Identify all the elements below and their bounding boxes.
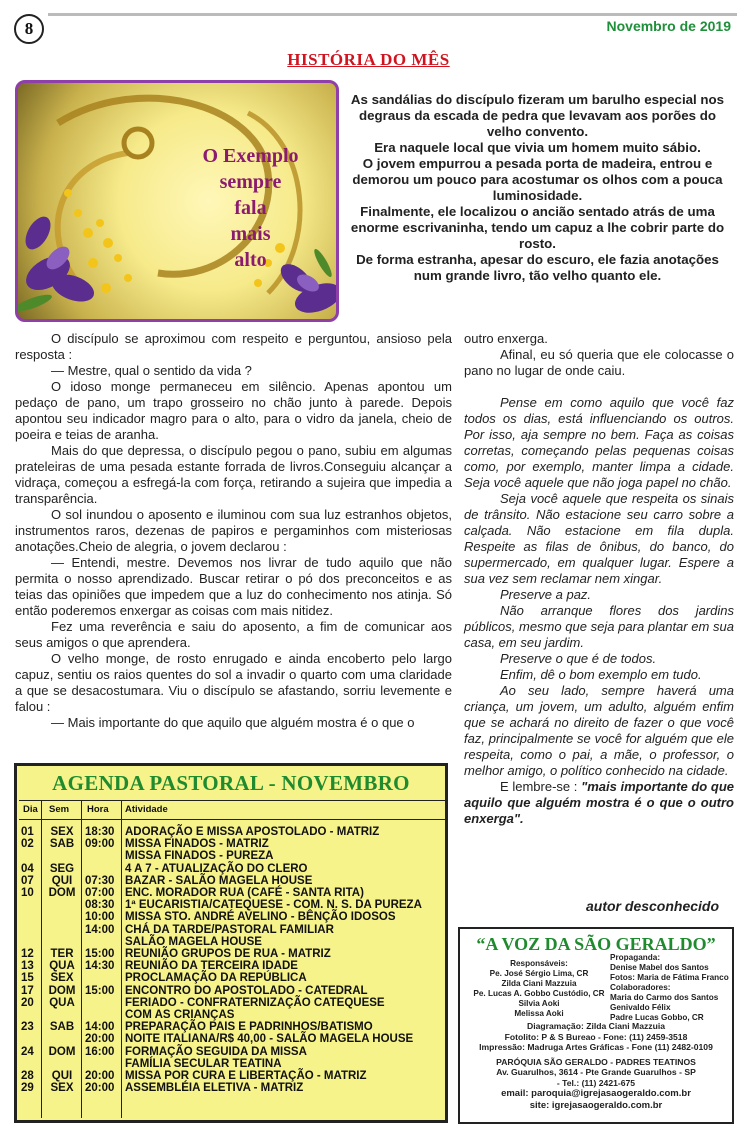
agenda-time: 08:30	[85, 899, 115, 912]
header-rule	[48, 13, 737, 16]
closing-paragraph	[464, 779, 734, 827]
agenda-weekday: DOM	[48, 984, 76, 997]
responsaveis-label: Responsáveis:	[510, 959, 568, 968]
story-continuation: outro enxerga.	[464, 331, 548, 346]
intro-paragraph: Finalmente, ele localizou o ancião sentado atrás de uma enorme escrivaninha, tendo um capuz a lhe cobrir parte do rosto.	[350, 204, 725, 251]
intro-paragraph: Era naquele local que vivia um homem muito sábio.	[374, 140, 701, 155]
agenda-row	[19, 1046, 445, 1058]
agenda-activity: ENCONTRO DO APOSTOLADO - CATEDRAL	[125, 984, 368, 997]
agenda-time: 09:00	[85, 838, 115, 851]
agenda-weekday: SEX	[50, 1082, 74, 1095]
responsaveis-block	[464, 959, 614, 1019]
feature-image	[15, 80, 339, 322]
colaborador: Padre Lucas Gobbo, CR	[610, 1013, 704, 1022]
agenda-activity: FERIADO - CONFRATERNIZAÇÃO CATEQUESE	[125, 996, 385, 1009]
agenda-time: 10:00	[85, 911, 115, 924]
responsavel: Silvia Aoki	[518, 999, 560, 1008]
agenda-weekday: DOM	[48, 887, 76, 899]
agenda-time: 20:00	[85, 1033, 115, 1046]
responsavel: Pe. Lucas A. Gobbo Custódio, CR	[473, 989, 605, 998]
page-number: 8	[14, 14, 44, 44]
parish-phone: - Tel.: (11) 2421-675	[556, 1077, 636, 1088]
agenda-day: 04	[21, 862, 34, 875]
agenda-activity: FAMÍLIA SECULAR TEATINA	[125, 1057, 282, 1070]
colaborador: Genivaldo Félix	[610, 1003, 671, 1012]
issue-date: Novembro de 2019	[606, 18, 731, 34]
agenda-row	[19, 826, 445, 838]
reflection-paragraph: Ao seu lado, sempre haverá uma criança, um jovem, um adulto, alguém enfim que se achará no direito de fazer o que você faz, principalmente se você for alguém que ele respeita, como o pai, a mãe, o professor, o melhor amigo, o político conhecido na cidade.	[464, 683, 734, 778]
agenda-time: 18:30	[85, 826, 115, 838]
header-atividade: Atividade	[125, 804, 168, 815]
agenda-activity: FORMAÇÃO SEGUIDA DA MISSA	[125, 1045, 307, 1058]
agenda-row	[19, 960, 445, 972]
agenda-day: 12	[21, 948, 34, 960]
agenda-activity: NOITE ITALIANA/R$ 40,00 - SALÃO MAGELA HOUSE	[125, 1033, 414, 1046]
agenda-time: 14:00	[85, 923, 115, 936]
agenda-row	[19, 899, 445, 911]
reflection-paragraph: Enfim, dê o bom exemplo em tudo.	[500, 667, 702, 682]
story-paragraph: O idoso monge permaneceu em silêncio. Apenas apontou um pedaço de pano, um trapo grosseiro no chão junto à parede. Depois apontou seu indicador magro para o alto, para o vidro da janela, cheio de poeira e teias de aranha.	[15, 379, 452, 442]
colaborador: Maria do Carmo dos Santos	[610, 993, 719, 1002]
agenda-day: 28	[21, 1070, 34, 1082]
site-link[interactable]: site: igrejasaogeraldo.com.br	[529, 1100, 663, 1111]
story-intro	[345, 92, 730, 284]
reflection-paragraph: Preserve o que é de todos.	[500, 651, 657, 666]
story-paragraph: — Mestre, qual o sentido da vida ?	[51, 363, 252, 378]
agenda-activity: MISSA FINADOS - MATRIZ	[125, 838, 269, 851]
agenda-day: 10	[21, 887, 34, 899]
responsavel: Zilda Ciani Mazzuia	[501, 979, 577, 988]
propaganda-label: Propaganda:	[610, 953, 661, 962]
reflection-paragraph: Seja você aquele que respeita os sinais de trânsito. Não estacione seu carro sobre a calçada. Não estacione em fila dupla. Respeite as filas de ônibus, do banco, do supermercado, em qualquer lugar. Espere a sua vez sem reclamar nem xingar.	[464, 491, 734, 586]
agenda-day: 29	[21, 1082, 34, 1095]
agenda-weekday: QUA	[49, 996, 75, 1009]
agenda-weekday: QUI	[51, 874, 73, 887]
agenda-row	[19, 838, 445, 850]
reflection-paragraph: Não arranque flores dos jardins públicos, mesmo que seja para plantar em sua casa, em seu jardim.	[464, 603, 734, 650]
agenda-row	[19, 985, 445, 997]
agenda-day: 20	[21, 996, 34, 1009]
intro-paragraph: As sandálias do discípulo fizeram um barulho especial nos degraus da escada de pedra que levavam aos porões do velho convento.	[350, 92, 725, 139]
story-paragraph: O sol inundou o aposento e iluminou com sua luz estranhos objetos, instrumentos raros, dezenas de papiros e pergaminhos com misteriosas anotações.Cheio de alegria, o jovem declarou :	[15, 507, 452, 554]
section-title: HISTÓRIA DO MÊS	[287, 50, 450, 69]
agenda-row	[19, 850, 445, 862]
agenda-row	[19, 1058, 445, 1070]
story-paragraph: — Mais importante do que aquilo que alguém mostra é o que o	[51, 715, 415, 730]
agenda-title: AGENDA PASTORAL - NOVEMBRO	[52, 771, 410, 795]
fotos-credit: Fotos: Maria de Fátima Franco	[610, 973, 729, 982]
agenda-time: 20:00	[85, 1082, 115, 1095]
agenda-activity: MISSA STO. ANDRÉ AVELINO - BÊNÇÃO IDOSOS	[125, 911, 396, 924]
agenda-row	[19, 1021, 445, 1033]
agenda-day: 23	[21, 1021, 34, 1034]
colaboradores-label: Colaboradores:	[610, 983, 671, 992]
agenda-day: 01	[21, 826, 34, 838]
story-left-column	[15, 331, 452, 731]
intro-paragraph: O jovem empurrou a pesada porta de madeira, entrou e demorou um pouco para acostumar os olhos com a pouca luminosidade.	[352, 156, 723, 203]
header-hora: Hora	[87, 804, 109, 815]
agenda-time: 14:30	[85, 960, 115, 973]
agenda-row	[19, 911, 445, 923]
agenda-time: 15:00	[85, 984, 115, 997]
agenda-row	[19, 887, 445, 899]
story-paragraph: O discípulo se aproximou com respeito e perguntou, ansioso pela resposta :	[15, 331, 452, 362]
agenda-header	[19, 800, 445, 820]
parish-address: Av. Guarulhos, 3614 - Pte Grande Guarulhos - SP	[496, 1067, 696, 1077]
agenda-activity: REUNIÃO GRUPOS DE RUA - MATRIZ	[125, 948, 331, 960]
closing-prefix: E lembre-se :	[500, 779, 582, 794]
agenda-activity: 4 A 7 - ATUALIZAÇÃO DO CLERO	[125, 862, 308, 875]
author-credit: autor desconhecido	[586, 898, 720, 914]
caption-line: alto	[234, 249, 267, 271]
agenda-activity: PREPARAÇÃO PAIS E PADRINHOS/BATISMO	[125, 1021, 373, 1034]
story-paragraph: Mais do que depressa, o discípulo pegou o pano, subiu em algumas prateleiras de uma pesada estante forrada de livros.Conseguiu alcançar a vidraça, começou a esfregá-la com força, retirando a sujeira que impedia a transparência.	[15, 443, 452, 506]
agenda-row	[19, 972, 445, 984]
agenda-weekday: SAB	[49, 1021, 75, 1034]
agenda-day: 24	[21, 1045, 34, 1058]
masthead-title: “A VOZ DA SÃO GERALDO”	[476, 934, 716, 954]
story-paragraph: Fez uma reverência e saiu do aposento, a fim de comunicar aos seus amigos o que aprendera.	[15, 619, 452, 650]
agenda-box	[14, 763, 448, 1123]
credits-block	[460, 1021, 732, 1112]
agenda-activity: MISSA FINADOS - PUREZA	[125, 850, 274, 863]
responsavel: Pe. José Sérgio Lima, CR	[489, 969, 589, 978]
agenda-time: 16:00	[85, 1045, 115, 1058]
agenda-day: 13	[21, 960, 34, 973]
agenda-weekday: SEX	[50, 826, 74, 838]
agenda-activity: 1ª EUCARISTIA/CATEQUESE - COM. N. S. DA PUREZA	[125, 899, 422, 912]
agenda-day: 02	[21, 838, 34, 851]
email-link[interactable]: email: paroquia@igrejasaogeraldo.com.br	[501, 1088, 691, 1099]
parish-name: PARÓQUIA SÃO GERALDO - PADRES TEATINOS	[496, 1056, 696, 1067]
agenda-row	[19, 997, 445, 1009]
header-sem: Sem	[49, 804, 70, 815]
responsavel: Melissa Aoki	[514, 1009, 564, 1018]
feature-caption	[163, 143, 338, 273]
agenda-weekday: QUI	[51, 1070, 73, 1082]
propaganda-name: Denise Mabel dos Santos	[610, 963, 709, 972]
agenda-activity: ADORAÇÃO E MISSA APOSTOLADO - MATRIZ	[125, 826, 380, 838]
agenda-activity: SALÃO MAGELA HOUSE	[125, 935, 262, 948]
agenda-day: 17	[21, 984, 34, 997]
agenda-time: 07:00	[85, 887, 115, 899]
agenda-time: 07:30	[85, 874, 115, 887]
agenda-activity: ASSEMBLÉIA ELETIVA - MATRIZ	[125, 1082, 304, 1095]
agenda-time: 14:00	[85, 1021, 115, 1034]
agenda-row	[19, 1009, 445, 1021]
caption-line: mais	[230, 223, 271, 245]
fotolito-credit: Fotolito: P & S Bureao - Fone: (11) 2459-3518	[504, 1031, 688, 1042]
agenda-activity: CHÁ DA TARDE/PASTORAL FAMILIAR	[125, 923, 334, 936]
caption-line: fala	[234, 197, 267, 219]
agenda-row	[19, 1082, 445, 1094]
header-dia: Dia	[23, 804, 38, 815]
agenda-row	[19, 948, 445, 960]
reflection-paragraph: Preserve a paz.	[500, 587, 592, 602]
agenda-activity: COM AS CRIANÇAS	[125, 1009, 235, 1021]
agenda-time: 20:00	[85, 1070, 115, 1082]
agenda-weekday: QUA	[49, 960, 75, 973]
agenda-row	[19, 1070, 445, 1082]
agenda-row	[19, 1033, 445, 1045]
agenda-weekday: TER	[50, 948, 74, 960]
agenda-activity: ENC. MORADOR RUA (CAFÉ - SANTA RITA)	[125, 887, 364, 899]
agenda-weekday: SEX	[50, 972, 74, 985]
agenda-row	[19, 875, 445, 887]
masthead-box	[458, 927, 734, 1124]
agenda-row	[19, 924, 445, 936]
agenda-day: 15	[21, 972, 34, 985]
closing-quote: "mais importante do que aquilo que alguém mostra é o que o outro enxerga".	[464, 779, 734, 826]
agenda-weekday: SEG	[49, 862, 75, 875]
agenda-activity: MISSA POR CURA E LIBERTAÇÃO - MATRIZ	[125, 1070, 367, 1082]
diagramacao-credit: Diagramação: Zilda Ciani Mazzuia	[526, 1021, 665, 1031]
reflection-paragraph: Pense em como aquilo que você faz todos os dias, está influenciando os outros. Por isso, aja sempre no bem. Faça as coisas corretas, começando pelas pequenas coisas como, por exemplo, manter limpa a cidade. Seja você aquele que não joga papel no chão.	[464, 395, 734, 490]
agenda-weekday: SAB	[49, 838, 75, 851]
story-right-column	[464, 331, 734, 827]
agenda-weekday: DOM	[48, 1045, 76, 1058]
caption-line: sempre	[219, 171, 282, 193]
agenda-activity: BAZAR - SALÃO MAGELA HOUSE	[125, 874, 313, 887]
agenda-activity: REUNIÃO DA TERCEIRA IDADE	[125, 960, 298, 973]
story-paragraph: O velho monge, de rosto enrugado e ainda encoberto pelo largo capuz, sentiu os raios quentes do sol a invadir o quarto com uma claridade a que se desacostumara. Viu o discípulo se afastando, sorriu levemente e falou :	[15, 651, 452, 714]
agenda-day: 07	[21, 874, 34, 887]
colaboradores-block	[610, 953, 734, 1023]
agenda-row	[19, 936, 445, 948]
agenda-time: 15:00	[85, 948, 115, 960]
caption-line: O Exemplo	[202, 145, 299, 167]
agenda-row	[19, 863, 445, 875]
impressao-credit: Impressão: Madruga Artes Gráficas - Fone (11) 2482-0109	[479, 1042, 713, 1052]
story-paragraph: Afinal, eu só queria que ele colocasse o pano no lugar de onde caiu.	[464, 347, 734, 378]
story-paragraph: — Entendi, mestre. Devemos nos livrar de tudo aquilo que não permita o nosso aprendizado. Buscar retirar o pó dos preconceitos e as teias das opiniões que impedem que a luz do conhecimento nos atinja. Só então poderemos enxergar as coisas com mais nitidez.	[15, 555, 452, 618]
agenda-activity: PROCLAMAÇÃO DA REPÚBLICA	[125, 972, 307, 985]
intro-paragraph: De forma estranha, apesar do escuro, ele fazia anotações num grande livro, tão velho quanto ele.	[356, 252, 719, 283]
